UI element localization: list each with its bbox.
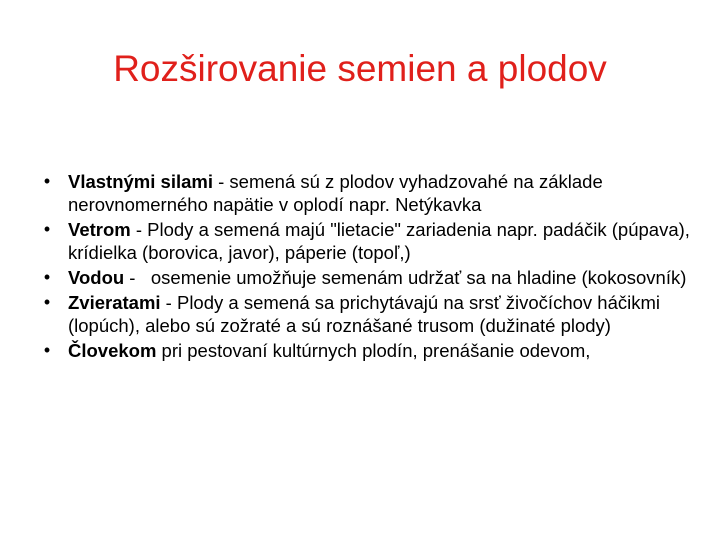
bullet-term: Zvieratami xyxy=(68,292,161,313)
bullet-item xyxy=(40,218,700,264)
bullet-text: pri pestovaní kultúrnych plodín, prenášanie odevom, xyxy=(156,340,591,361)
bullet-item xyxy=(40,170,700,216)
bullet-term: Vetrom xyxy=(68,219,131,240)
bullet-item xyxy=(40,291,700,337)
bullet-term: Človekom xyxy=(68,340,157,361)
bullet-icon: • xyxy=(43,292,51,312)
bullet-text: - osemenie umožňuje semenám udržať sa na hladine (kokosovník) xyxy=(124,267,687,288)
bullet-term: Vlastnými silami xyxy=(68,171,213,192)
bullet-text: - semená sú z plodov vyhadzovahé na základe nerovnomerného napätie v oplodí napr. Netýkavka xyxy=(68,171,603,215)
bullet-icon: • xyxy=(43,219,51,239)
bullet-item xyxy=(40,339,700,362)
bullet-text: - Plody a semená majú "lietacie" zariadenia napr. padáčik (púpava), krídielka (borovica, javor), páperie (topoľ,) xyxy=(68,219,690,263)
bullet-item xyxy=(40,266,700,289)
bullet-icon: • xyxy=(43,340,51,360)
bullet-icon: • xyxy=(43,267,51,287)
bullet-text: - Plody a semená sa prichytávajú na srsť živočíchov háčikmi (lopúch), alebo sú zožraté a sú roznášané trusom (dužinaté plody) xyxy=(68,292,660,336)
bullet-list xyxy=(40,170,700,364)
slide-title: Rozširovanie semien a plodov xyxy=(113,48,607,89)
bullet-icon: • xyxy=(43,171,51,191)
bullet-term: Vodou xyxy=(68,267,125,288)
